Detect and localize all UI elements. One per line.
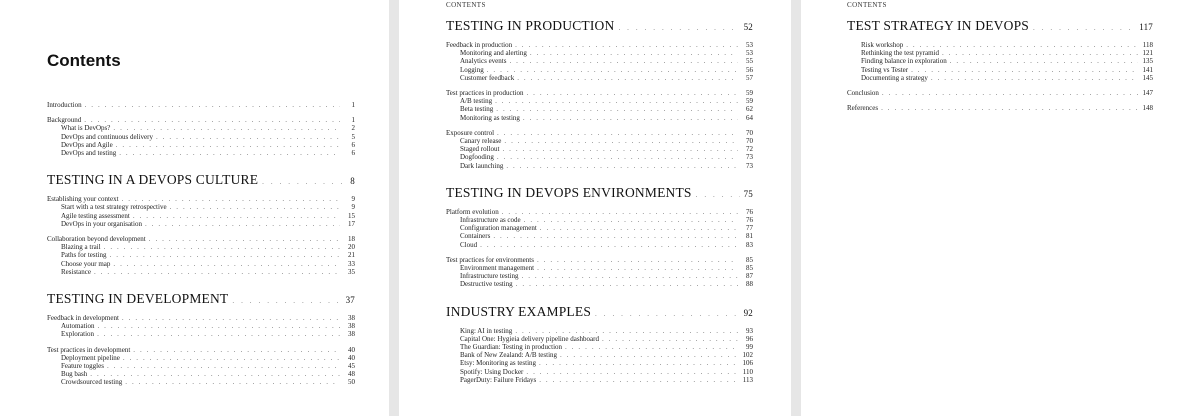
toc-entry[interactable] [446, 129, 753, 137]
toc-group [47, 195, 355, 228]
toc-entry-page: 55 [746, 57, 753, 66]
toc-entry-label: Exploration [61, 330, 95, 339]
toc-entry-page: 113 [742, 375, 753, 384]
toc-entry-page: 110 [742, 367, 753, 376]
dot-leader [493, 232, 738, 240]
part-heading[interactable] [847, 18, 1153, 36]
toc-entry-label: PagerDuty: Failure Fridays [460, 375, 537, 384]
toc-entry-label: Feedback in development [47, 314, 119, 323]
toc-subentry[interactable] [446, 97, 753, 105]
toc-entry-page: 33 [348, 259, 355, 268]
toc-entry-label: Staged rollout [460, 145, 500, 154]
toc-entry-page: 59 [746, 89, 753, 98]
toc-entry-label: Collaboration beyond development [47, 235, 146, 244]
part-page: 8 [350, 176, 355, 187]
part-heading[interactable] [446, 185, 753, 203]
part-page: 75 [743, 188, 753, 199]
dot-leader [1033, 20, 1135, 36]
part-heading[interactable] [47, 172, 355, 190]
toc-entry-label: Automation [61, 322, 95, 331]
dot-leader [133, 212, 340, 220]
dot-leader [526, 89, 738, 97]
toc-entry-page: 1 [351, 116, 355, 125]
dot-leader [97, 330, 340, 338]
dot-leader [133, 346, 340, 354]
toc-entry-label: Analytics events [460, 57, 507, 66]
toc-subentry[interactable] [847, 49, 1153, 57]
toc-subentry[interactable] [47, 322, 355, 330]
toc-subentry[interactable] [47, 133, 355, 141]
toc-entry-label: Cloud [460, 240, 478, 249]
dot-leader [90, 370, 340, 378]
toc-entry[interactable] [47, 195, 355, 203]
toc-entry-label: Bank of New Zealand: A/B testing [460, 351, 558, 360]
toc-entry-page: 121 [1142, 49, 1153, 58]
toc-subentry[interactable] [446, 153, 753, 161]
dot-leader [618, 20, 739, 36]
toc-subentry[interactable] [847, 66, 1153, 74]
dot-leader [537, 264, 738, 272]
toc-entry-page: 64 [746, 113, 753, 122]
part-page: 92 [743, 307, 753, 318]
dot-leader [602, 335, 738, 343]
dot-leader [232, 293, 341, 309]
contents-title: Contents [47, 51, 121, 70]
toc-subentry[interactable] [446, 137, 753, 145]
toc-entry-page: 1 [351, 101, 355, 109]
toc-subentry[interactable] [446, 162, 753, 170]
toc-entry-page: 147 [1142, 89, 1153, 98]
toc-group [446, 208, 753, 249]
toc-entry[interactable] [47, 116, 355, 124]
toc-entry-page: 6 [351, 149, 355, 158]
part-title: TESTING IN PRODUCTION [446, 18, 615, 33]
toc-entry-page: 18 [348, 235, 355, 244]
toc-subentry[interactable] [47, 220, 355, 228]
dot-leader [495, 97, 738, 105]
toc-subentry[interactable] [446, 224, 753, 232]
toc-entry-label: Agile testing assessment [61, 211, 130, 220]
toc-entry-page: 9 [351, 203, 355, 212]
toc-entry-page: 40 [348, 345, 355, 354]
toc-subentry[interactable] [847, 57, 1153, 65]
toc-entry-page: 38 [348, 322, 355, 331]
toc-subentry[interactable] [446, 49, 753, 57]
dot-leader [149, 235, 340, 243]
dot-leader [515, 327, 738, 335]
dot-leader [524, 216, 738, 224]
toc-entry-label: Establishing your context [47, 195, 119, 204]
toc-entry-page: 35 [348, 267, 355, 276]
toc-subentry[interactable] [847, 74, 1153, 82]
toc-subentry[interactable] [446, 280, 753, 288]
toc-subentry[interactable] [446, 216, 753, 224]
part-page: 37 [345, 295, 355, 306]
toc-entry-label: Background [47, 116, 82, 125]
toc-entry-label: Environment management [460, 264, 535, 273]
toc-subentry[interactable] [47, 243, 355, 251]
toc-entry-page: 38 [348, 330, 355, 339]
toc-group [47, 101, 355, 109]
dot-leader [537, 256, 738, 264]
dot-leader [530, 49, 738, 57]
toc-entry-page: 102 [742, 351, 753, 360]
toc-subentry[interactable] [47, 362, 355, 370]
toc-entry-label: Dogfooding [460, 153, 494, 162]
document-page-3 [801, 0, 1200, 416]
dot-leader [523, 114, 738, 122]
dot-leader [911, 66, 1138, 74]
toc-subentry[interactable] [47, 330, 355, 338]
toc-flow-page-2 [446, 18, 753, 384]
toc-subentry[interactable] [446, 327, 753, 335]
toc-entry-page: 6 [351, 140, 355, 149]
toc-entry-label: King: AI in testing [460, 326, 513, 335]
toc-entry-label: Configuration management [460, 224, 537, 233]
toc-entry-label: DevOps in your organisation [61, 219, 142, 228]
dot-leader [539, 376, 738, 384]
toc-flow-page-3 [847, 18, 1153, 112]
dot-leader [522, 272, 738, 280]
dot-leader [931, 74, 1138, 82]
toc-entry-page: 93 [746, 326, 753, 335]
toc-group [847, 89, 1153, 97]
toc-group [47, 346, 355, 387]
toc-entry-page: 77 [746, 224, 753, 233]
toc-entry-label: Customer feedback [460, 73, 515, 82]
toc-entry-page: 99 [746, 343, 753, 352]
document-page-2 [399, 0, 791, 416]
toc-entry-label: Containers [460, 232, 491, 241]
toc-entry-page: 70 [746, 137, 753, 146]
toc-entry-page: 88 [746, 280, 753, 289]
toc-entry-label: Documenting a strategy [861, 73, 928, 82]
toc-entry-label: Beta testing [460, 105, 494, 114]
toc-entry-label: Rethinking the test pyramid [861, 49, 939, 58]
toc-entry[interactable] [47, 314, 355, 322]
toc-subentry[interactable] [446, 376, 753, 384]
toc-entry-page: 2 [351, 124, 355, 133]
dot-leader [502, 145, 738, 153]
dot-leader [506, 162, 738, 170]
toc-entry-label: Blazing a trail [61, 243, 101, 252]
dot-leader [123, 354, 340, 362]
toc-entry-label: Test practices in production [446, 89, 524, 98]
toc-subentry[interactable] [47, 354, 355, 362]
toc-subentry[interactable] [47, 378, 355, 386]
dot-leader [97, 322, 340, 330]
toc-subentry[interactable] [446, 114, 753, 122]
toc-entry-label: Feedback in production [446, 41, 513, 49]
dot-leader [116, 141, 340, 149]
toc-subentry[interactable] [446, 57, 753, 65]
toc-subentry[interactable] [47, 251, 355, 259]
dot-leader [497, 129, 738, 137]
part-title: TESTING IN DEVOPS ENVIRONMENTS [446, 184, 692, 200]
toc-entry-label: Testing vs Tester [861, 65, 909, 74]
toc-entry-page: 72 [746, 145, 753, 154]
toc-entry-label: Conclusion [847, 89, 879, 98]
toc-entry[interactable] [446, 89, 753, 97]
toc-entry-page: 73 [746, 161, 753, 170]
dot-leader [502, 208, 738, 216]
running-head: CONTENTS [446, 1, 486, 9]
dot-leader [526, 368, 738, 376]
toc-entry-label: Test practices in development [47, 345, 131, 354]
toc-entry-label: Logging [460, 65, 484, 74]
part-page: 117 [1139, 22, 1153, 32]
dot-leader [113, 260, 340, 268]
toc-entry[interactable] [847, 89, 1153, 97]
dot-leader [85, 101, 340, 109]
toc-entry-page: 56 [746, 65, 753, 74]
toc-subentry[interactable] [446, 74, 753, 82]
dot-leader [156, 133, 340, 141]
toc-entry[interactable] [47, 235, 355, 243]
toc-entry-label: Test practices for environments [446, 255, 534, 264]
dot-leader [125, 378, 340, 386]
dot-leader [113, 124, 340, 132]
toc-group [47, 314, 355, 339]
toc-entry-label: The Guardian: Testing in production [460, 343, 563, 352]
dot-leader [696, 187, 740, 203]
toc-group [446, 327, 753, 384]
toc-group [47, 235, 355, 276]
running-head: CONTENTS [847, 1, 887, 9]
toc-group [847, 41, 1153, 82]
toc-entry-page: 62 [746, 105, 753, 114]
dot-leader [480, 241, 738, 249]
toc-entry-label: Infrastructure as code [460, 216, 521, 225]
dot-leader [84, 116, 340, 124]
dot-leader [515, 41, 738, 49]
toc-entry-page: 85 [746, 264, 753, 273]
dot-leader [262, 174, 346, 190]
toc-entry-page: 83 [746, 240, 753, 249]
toc-entry-label: Deployment pipeline [61, 353, 120, 362]
toc-entry[interactable] [446, 256, 753, 264]
toc-entry-label: Exposure control [446, 128, 495, 137]
dot-leader [540, 224, 738, 232]
document-page-1 [0, 0, 389, 416]
dot-leader [487, 66, 738, 74]
part-heading[interactable] [47, 291, 355, 309]
dot-leader [516, 280, 738, 288]
toc-entry-label: Bug bash [61, 370, 88, 379]
toc-entry[interactable] [446, 41, 753, 49]
part-title: TEST STRATEGY IN DEVOPS [847, 18, 1029, 33]
toc-entry-label: Monitoring and alerting [460, 49, 527, 58]
dot-leader [496, 105, 738, 113]
toc-entry-label: Feature toggles [61, 362, 104, 371]
toc-subentry[interactable] [446, 343, 753, 351]
toc-subentry[interactable] [47, 141, 355, 149]
toc-entry-page: 9 [351, 195, 355, 204]
toc-entry-page: 96 [746, 334, 753, 343]
toc-entry-label: Start with a test strategy retrospective [61, 203, 167, 212]
dot-leader [517, 74, 738, 82]
toc-entry-page: 5 [351, 132, 355, 141]
toc-entry-label: Finding balance in exploration [861, 57, 947, 66]
dot-leader [104, 243, 340, 251]
toc-entry-page: 118 [1142, 41, 1153, 49]
toc-subentry[interactable] [446, 241, 753, 249]
toc-entry-page: 21 [348, 251, 355, 260]
toc-entry-label: Risk workshop [861, 41, 904, 49]
toc-entry-page: 15 [348, 211, 355, 220]
toc-entry-page: 59 [746, 97, 753, 106]
toc-entry-label: Resistance [61, 267, 91, 276]
part-page: 52 [743, 22, 753, 32]
toc-entry-page: 73 [746, 153, 753, 162]
toc-entry-label: Infrastructure testing [460, 272, 519, 281]
toc-entry-page: 135 [1142, 57, 1153, 66]
toc-group [446, 129, 753, 170]
toc-flow-page-1 [47, 101, 355, 387]
toc-entry-label: Paths for testing [61, 251, 107, 260]
toc-subentry[interactable] [47, 370, 355, 378]
toc-entry-page: 53 [746, 41, 753, 49]
toc-subentry[interactable] [446, 359, 753, 367]
toc-subentry[interactable] [446, 272, 753, 280]
toc-group [847, 104, 1153, 112]
dot-leader [110, 251, 341, 259]
toc-entry[interactable] [47, 101, 355, 109]
toc-entry-page: 40 [348, 353, 355, 362]
toc-group [446, 41, 753, 82]
toc-group [446, 89, 753, 122]
toc-group [47, 116, 355, 157]
dot-leader [906, 41, 1138, 49]
toc-entry-label: Crowdsourced testing [61, 378, 123, 387]
dot-leader [107, 362, 340, 370]
dot-leader [122, 195, 340, 203]
toc-entry-page: 81 [746, 232, 753, 241]
toc-entry-page: 141 [1142, 65, 1153, 74]
toc-entry-label: References [847, 104, 879, 113]
toc-subentry[interactable] [47, 203, 355, 211]
dot-leader [94, 268, 340, 276]
toc-entry[interactable] [847, 104, 1153, 112]
part-heading[interactable] [446, 18, 753, 36]
part-title: INDUSTRY EXAMPLES [446, 303, 592, 319]
toc-subentry[interactable] [47, 268, 355, 276]
toc-entry-label: Introduction [47, 101, 82, 109]
toc-entry-page: 145 [1142, 73, 1153, 82]
dot-leader [504, 137, 738, 145]
toc-subentry[interactable] [446, 351, 753, 359]
toc-entry-label: A/B testing [460, 97, 493, 106]
toc-subentry[interactable] [847, 41, 1153, 49]
toc-entry-page: 76 [746, 216, 753, 225]
dot-leader [170, 203, 340, 211]
dot-leader [122, 314, 340, 322]
toc-entry-page: 45 [348, 362, 355, 371]
toc-subentry[interactable] [47, 149, 355, 157]
toc-subentry[interactable] [446, 232, 753, 240]
toc-subentry[interactable] [47, 212, 355, 220]
dot-leader [539, 359, 738, 367]
dot-leader [509, 57, 738, 65]
toc-entry-label: Capital One: Hygieia delivery pipeline dashboard [460, 334, 599, 343]
toc-entry-label: Choose your map [61, 259, 111, 268]
toc-entry-label: Dark launching [460, 161, 504, 170]
toc-entry-label: Canary release [460, 137, 502, 146]
part-heading[interactable] [446, 304, 753, 322]
toc-entry-page: 106 [742, 359, 753, 368]
dot-leader [595, 306, 740, 322]
toc-entry-page: 48 [348, 370, 355, 379]
toc-entry-label: Monitoring as testing [460, 113, 520, 122]
toc-entry-label: Destructive testing [460, 280, 513, 289]
dot-leader [881, 104, 1138, 112]
toc-subentry[interactable] [446, 105, 753, 113]
part-title: TESTING IN A DEVOPS CULTURE [47, 172, 259, 188]
toc-entry-page: 38 [348, 314, 355, 323]
toc-entry-label: What is DevOps? [61, 124, 111, 133]
toc-subentry[interactable] [446, 145, 753, 153]
toc-entry-page: 50 [348, 378, 355, 387]
dot-leader [560, 351, 738, 359]
toc-entry-label: Etsy: Monitoring as testing [460, 359, 537, 368]
toc-entry-page: 20 [348, 243, 355, 252]
toc-subentry[interactable] [47, 260, 355, 268]
dot-leader [942, 49, 1138, 57]
toc-subentry[interactable] [446, 264, 753, 272]
toc-entry-page: 17 [348, 219, 355, 228]
dot-leader [882, 89, 1138, 97]
toc-entry-page: 70 [746, 128, 753, 137]
dot-leader [565, 343, 738, 351]
toc-entry-label: DevOps and testing [61, 149, 117, 158]
toc-subentry[interactable] [446, 335, 753, 343]
toc-entry[interactable] [47, 346, 355, 354]
toc-entry-label: DevOps and Agile [61, 140, 113, 149]
toc-subentry[interactable] [47, 124, 355, 132]
dot-leader [950, 57, 1138, 65]
toc-entry-label: Spotify: Using Docker [460, 367, 524, 376]
toc-group [446, 256, 753, 289]
part-title: TESTING IN DEVELOPMENT [47, 291, 229, 307]
dot-leader [497, 153, 738, 161]
toc-entry-page: 85 [746, 255, 753, 264]
toc-subentry[interactable] [446, 66, 753, 74]
toc-subentry[interactable] [446, 368, 753, 376]
toc-entry-page: 87 [746, 272, 753, 281]
toc-entry-label: Platform evolution [446, 207, 499, 216]
toc-entry-page: 53 [746, 49, 753, 58]
dot-leader [145, 220, 340, 228]
toc-entry-label: DevOps and continuous delivery [61, 132, 153, 141]
dot-leader [119, 149, 340, 157]
toc-entry[interactable] [446, 208, 753, 216]
toc-entry-page: 148 [1142, 104, 1153, 113]
toc-entry-page: 76 [746, 207, 753, 216]
toc-entry-page: 57 [746, 73, 753, 82]
